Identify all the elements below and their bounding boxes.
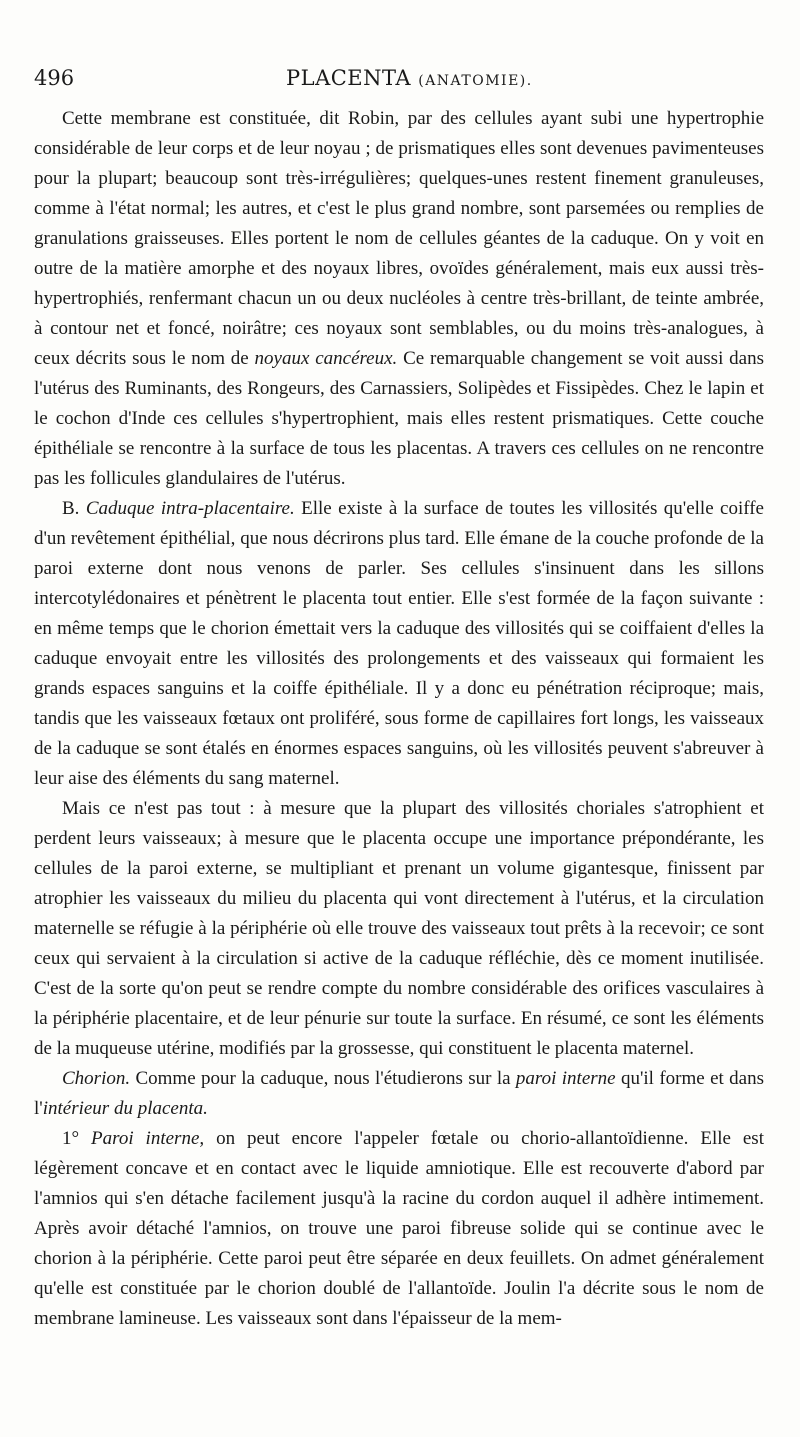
paragraph-caduque-intra-placentaire: B. Caduque intra-placentaire. Elle existe à la surface de toutes les villosités qu'elle coiffe d'un revêtement épithélial, que nous décrirons plus tard. Elle émane de la couche profonde de la paroi externe dont nous venons de parler. Ses cellules s'insinuent dans les sillons intercotylédonaires et pénètrent le placenta tout entier. Elle s'est formée de la façon suivante : en même temps que le chorion émettait vers la caduque des villosités qui se coiffaient d'elles la caduque envoyait entre les villosités des prolongements et des vaisseaux qui formaient les grands espaces sanguins et la coiffe épithéliale. Il y a donc eu pénétration réciproque; mais, tandis que les vaisseaux fœtaux ont proliféré, sous forme de capillaires fort longs, les vaisseaux de la caduque se sont étalés en énormes espaces sanguins, où les villosités peuvent s'abreuver à leur aise des éléments du sang maternel. — [34, 498, 764, 789]
paragraph-chorion: Chorion. Comme pour la caduque, nous l'étudierons sur la paroi interne qu'il forme et dans l'intérieur du placenta. — [34, 1068, 764, 1119]
section-heading: Chorion. — [62, 1068, 131, 1089]
running-title-main: PLACENTA — [286, 66, 412, 90]
paragraph-robin: Cette membrane est constituée, dit Robin, par des cellules ayant subi une hypertrophie considérable de leur corps et de leur noyau ; de prismatiques elles sont devenues pavimenteuses pour la plupart; beaucoup sont très-irrégulières; quelques-unes restent finement granuleuses, comme à l'état normal; les autres, et c'est le plus grand nombre, sont parsemées ou remplies de granulations graisseuses. Elles portent le nom de cellules géantes de la caduque. On y voit en outre de la matière amorphe et des noyaux libres, ovoïdes généralement, mais eux aussi très-hypertrophiés, renfermant chacun un ou deux nucléoles à centre très-brillant, de teinte ambrée, à contour net et foncé, noirâtre; ces noyaux sont semblables, ou du moins très-analogues, à ceux décrits sous le nom de noyaux cancéreux. Ce remarquable changement se voit aussi dans l'utérus des Ruminants, des Rongeurs, des Carnassiers, Solipèdes et Fissipèdes. Chez le lapin et le cochon d'Inde ces cellules s'hypertrophient, mais elles restent prismatiques. Cette couche épithéliale se rencontre à la surface de tous les placentas. A travers ces cellules on ne rencontre pas les follicules glandulaires de l'utérus. — [34, 108, 764, 489]
page-number: 496 — [34, 66, 75, 90]
section-heading: Caduque intra-placentaire. — [85, 498, 295, 519]
italic-term: noyaux cancéreux. — [254, 348, 398, 369]
paragraph-mais-ce-nest-pas-tout: Mais ce n'est pas tout : à mesure que la plupart des villosités choriales s'atrophient et perdent leurs vaisseaux; à mesure que le placenta occupe une importance prépondérante, les cellules de la paroi externe, se multipliant et prenant un volume gigantesque, finissent par atrophier les vaisseaux du milieu du placenta qui vont directement à l'utérus, et la circulation maternelle se réfugie à la périphérie où elle trouve des vaisseaux tout prêts à la recevoir; ce sont ceux qui servaient à la circulation si active de la caduque réfléchie, dès ce moment inutilisée. C'est de la sorte qu'on peut se rendre compte du nombre considérable des orifices vasculaires à la périphérie placentaire, et de leur pénurie sur toute la surface. En résumé, ce sont les éléments de la muqueuse utérine, modifiés par la grossesse, qui constituent le placenta maternel. — [34, 798, 764, 1059]
body-text — [34, 104, 764, 1334]
italic-term: paroi interne — [515, 1068, 616, 1089]
italic-term: intérieur du placenta. — [42, 1098, 208, 1119]
running-title-subtitle: (ANATOMIE). — [418, 73, 533, 89]
running-header — [34, 66, 770, 96]
running-title — [286, 66, 533, 90]
paragraph-paroi-interne: 1° Paroi interne, on peut encore l'appeler fœtale ou chorio-allantoïdienne. Elle est légèrement concave et en contact avec le liquide amniotique. Elle est recouverte d'abord par l'amnios qui s'en détache facilement jusqu'à la racine du cordon auquel il adhère intimement. Après avoir détaché l'amnios, on trouve une paroi fibreuse solide qui se continue avec le chorion à la périphérie. Cette paroi peut être séparée en deux feuillets. On admet généralement qu'elle est constituée par le chorion doublé de l'allantoïde. Joulin l'a décrite sous le nom de membrane lamineuse. Les vaisseaux sont dans l'épaisseur de la mem- — [34, 1128, 764, 1329]
section-heading: Paroi interne, — [91, 1128, 205, 1149]
